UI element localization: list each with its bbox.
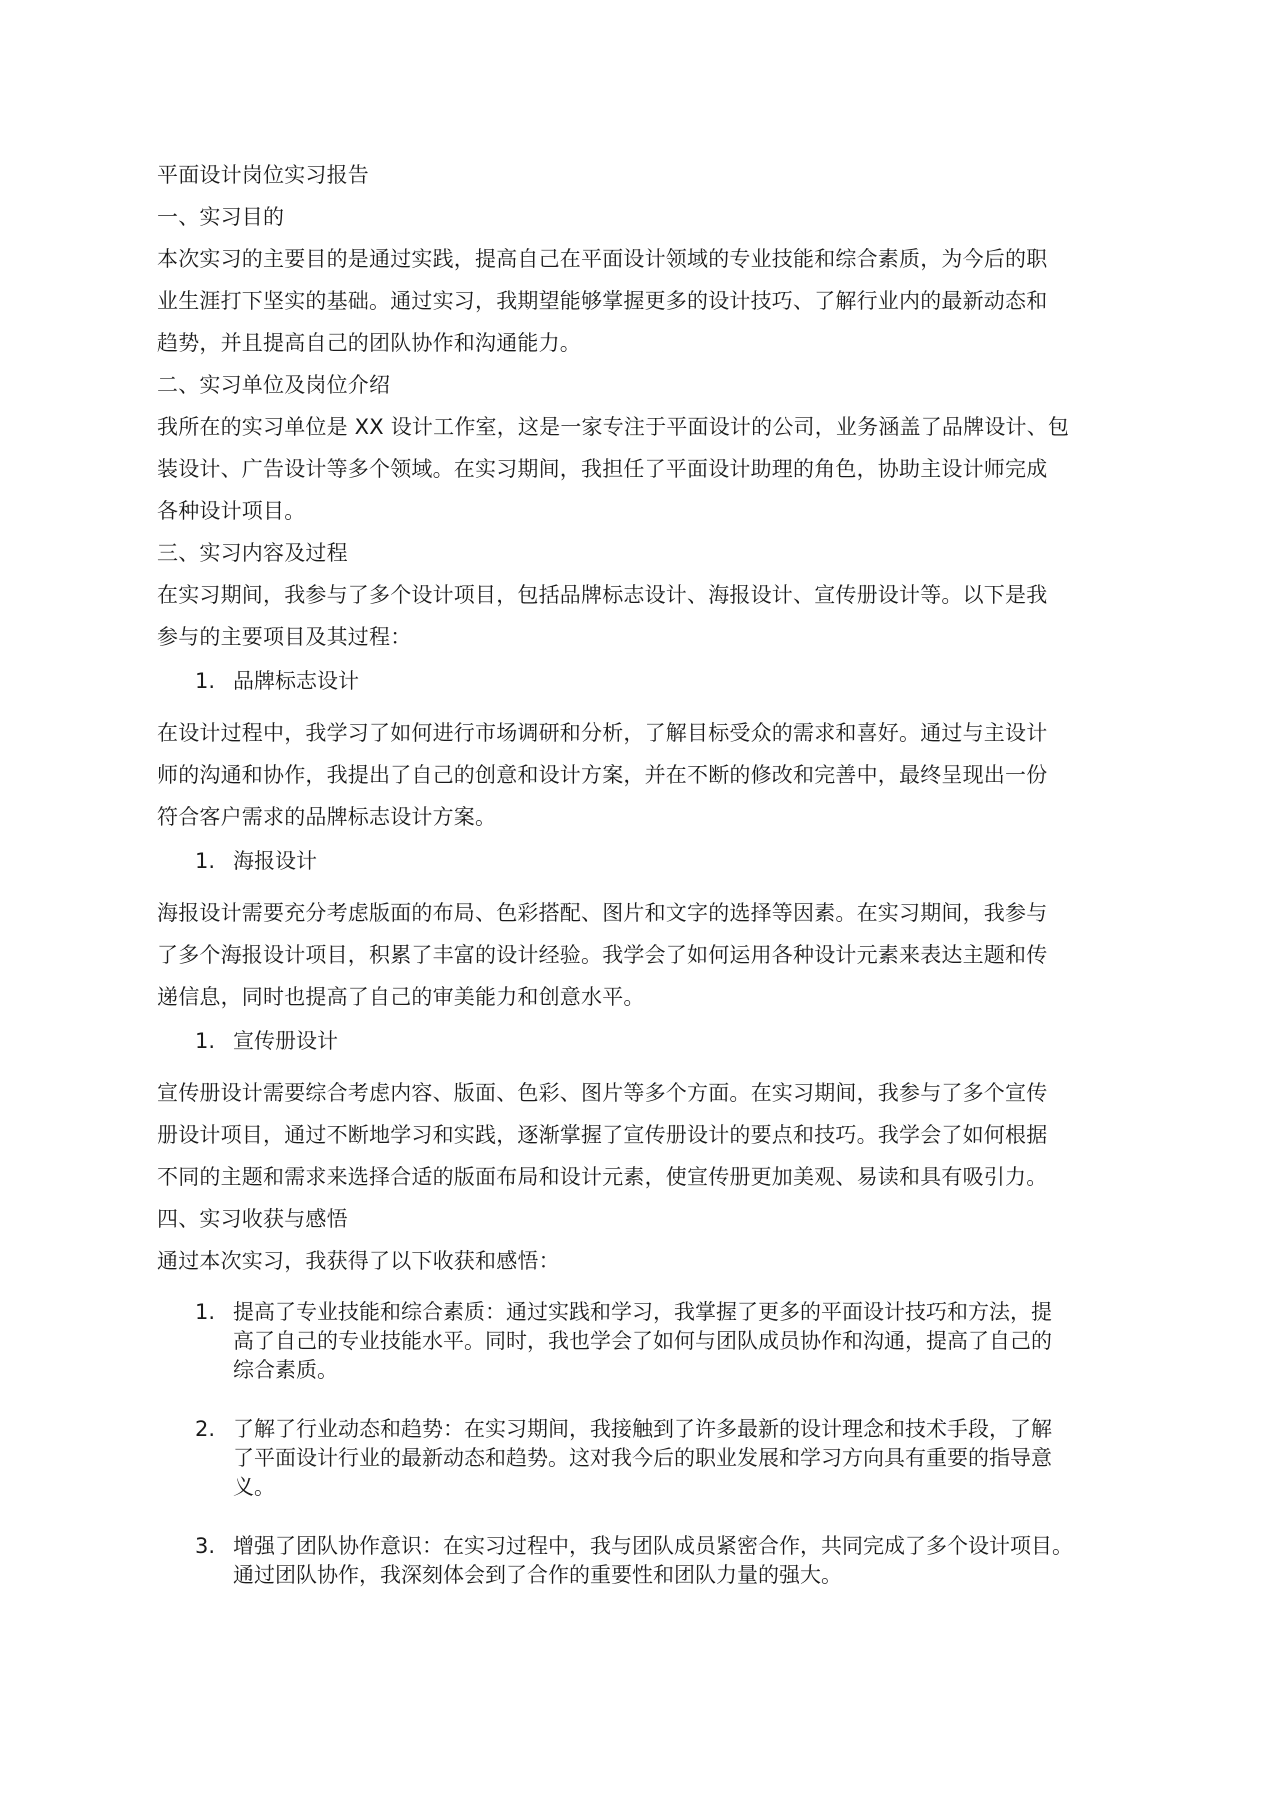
takeaways-ordered-list — [157, 1298, 1147, 1590]
list-item-line: 通过团队协作，我深刻体会到了合作的重要性和团队力量的强大。 — [233, 1563, 842, 1587]
paragraph-line: 师的沟通和协作，我提出了自己的创意和设计方案，并在不断的修改和完善中，最终呈现出一份 — [157, 763, 1048, 787]
section-heading-company: 二、实习单位及岗位介绍 — [157, 373, 391, 397]
sub-item-paragraph-poster — [157, 892, 1147, 1018]
paragraph-line: 装设计、广告设计等多个领域。在实习期间，我担任了平面设计助理的角色，协助主设计师完成 — [157, 457, 1048, 481]
paragraph-line: 了多个海报设计项目，积累了丰富的设计经验。我学会了如何运用各种设计元素来表达主题和传 — [157, 943, 1048, 967]
paragraph-line: 在设计过程中，我学习了如何进行市场调研和分析，了解目标受众的需求和喜好。通过与主设计 — [157, 721, 1048, 745]
paragraph-line: 在实习期间，我参与了多个设计项目，包括品牌标志设计、海报设计、宣传册设计等。以下是我 — [157, 583, 1048, 607]
paragraph-line: 海报设计需要充分考虑版面的布局、色彩搭配、图片和文字的选择等因素。在实习期间，我参与 — [157, 901, 1048, 925]
list-item-line: 了解了行业动态和趋势：在实习期间，我接触到了许多最新的设计理念和技术手段，了解 — [233, 1417, 1052, 1441]
paragraph-line: 参与的主要项目及其过程： — [157, 625, 412, 649]
section-paragraph-company — [157, 406, 1147, 532]
list-number: 1. — [195, 849, 216, 873]
paragraph-line: 符合客户需求的品牌标志设计方案。 — [157, 805, 497, 829]
list-item-line: 提高了专业技能和综合素质：通过实践和学习，我掌握了更多的平面设计技巧和方法，提 — [233, 1300, 1052, 1324]
list-item-line: 高了自己的专业技能水平。同时，我也学会了如何与团队成员协作和沟通，提高了自己的 — [233, 1329, 1052, 1353]
paragraph-line: 不同的主题和需求来选择合适的版面布局和设计元素，使宣传册更加美观、易读和具有吸引力。 — [157, 1165, 1048, 1189]
section-paragraph-objective — [157, 238, 1147, 364]
list-number: 2. — [195, 1417, 216, 1441]
sub-item-label: 品牌标志设计 — [233, 669, 359, 693]
paragraph-line: 各种设计项目。 — [157, 499, 306, 523]
list-item — [157, 1298, 1147, 1385]
list-item-line: 增强了团队协作意识：在实习过程中，我与团队成员紧密合作，共同完成了多个设计项目。 — [233, 1534, 1073, 1558]
sub-item-heading-logo — [195, 660, 1147, 702]
paragraph-line: 本次实习的主要目的是通过实践，提高自己在平面设计领域的专业技能和综合素质，为今后的职 — [157, 247, 1048, 271]
section-heading-objective: 一、实习目的 — [157, 205, 285, 229]
section-heading-takeaways: 四、实习收获与感悟 — [157, 1207, 348, 1231]
document-page — [157, 154, 1147, 1620]
paragraph-line: 业生涯打下坚实的基础。通过实习，我期望能够掌握更多的设计技巧、了解行业内的最新动态和 — [157, 289, 1048, 313]
list-item — [157, 1532, 1147, 1590]
document-title: 平面设计岗位实习报告 — [157, 163, 369, 187]
paragraph-line: 册设计项目，通过不断地学习和实践，逐渐掌握了宣传册设计的要点和技巧。我学会了如何根据 — [157, 1123, 1048, 1147]
list-number: 3. — [195, 1534, 216, 1558]
list-item-line: 综合素质。 — [233, 1358, 338, 1382]
section-paragraph-takeaways — [157, 1240, 1147, 1282]
list-number: 1. — [195, 669, 216, 693]
paragraph-line: 我所在的实习单位是 XX 设计工作室，这是一家专注于平面设计的公司，业务涵盖了品牌设计、包 — [157, 415, 1070, 439]
paragraph-line: 宣传册设计需要综合考虑内容、版面、色彩、图片等多个方面。在实习期间，我参与了多个宣传 — [157, 1081, 1048, 1105]
paragraph-line: 趋势，并且提高自己的团队协作和沟通能力。 — [157, 331, 581, 355]
section-heading-content: 三、实习内容及过程 — [157, 541, 348, 565]
sub-item-heading-brochure — [195, 1020, 1147, 1062]
list-number: 1. — [195, 1029, 216, 1053]
sub-item-paragraph-logo — [157, 712, 1147, 838]
paragraph-line: 递信息，同时也提高了自己的审美能力和创意水平。 — [157, 985, 645, 1009]
sub-item-label: 宣传册设计 — [233, 1029, 338, 1053]
section-paragraph-content — [157, 574, 1147, 658]
sub-item-heading-poster — [195, 840, 1147, 882]
list-item — [157, 1415, 1147, 1502]
list-number: 1. — [195, 1300, 216, 1324]
sub-item-label: 海报设计 — [233, 849, 317, 873]
list-item-line: 义。 — [233, 1475, 275, 1499]
sub-item-paragraph-brochure — [157, 1072, 1147, 1198]
paragraph-line: 通过本次实习，我获得了以下收获和感悟： — [157, 1249, 560, 1273]
list-item-line: 了平面设计行业的最新动态和趋势。这对我今后的职业发展和学习方向具有重要的指导意 — [233, 1446, 1052, 1470]
